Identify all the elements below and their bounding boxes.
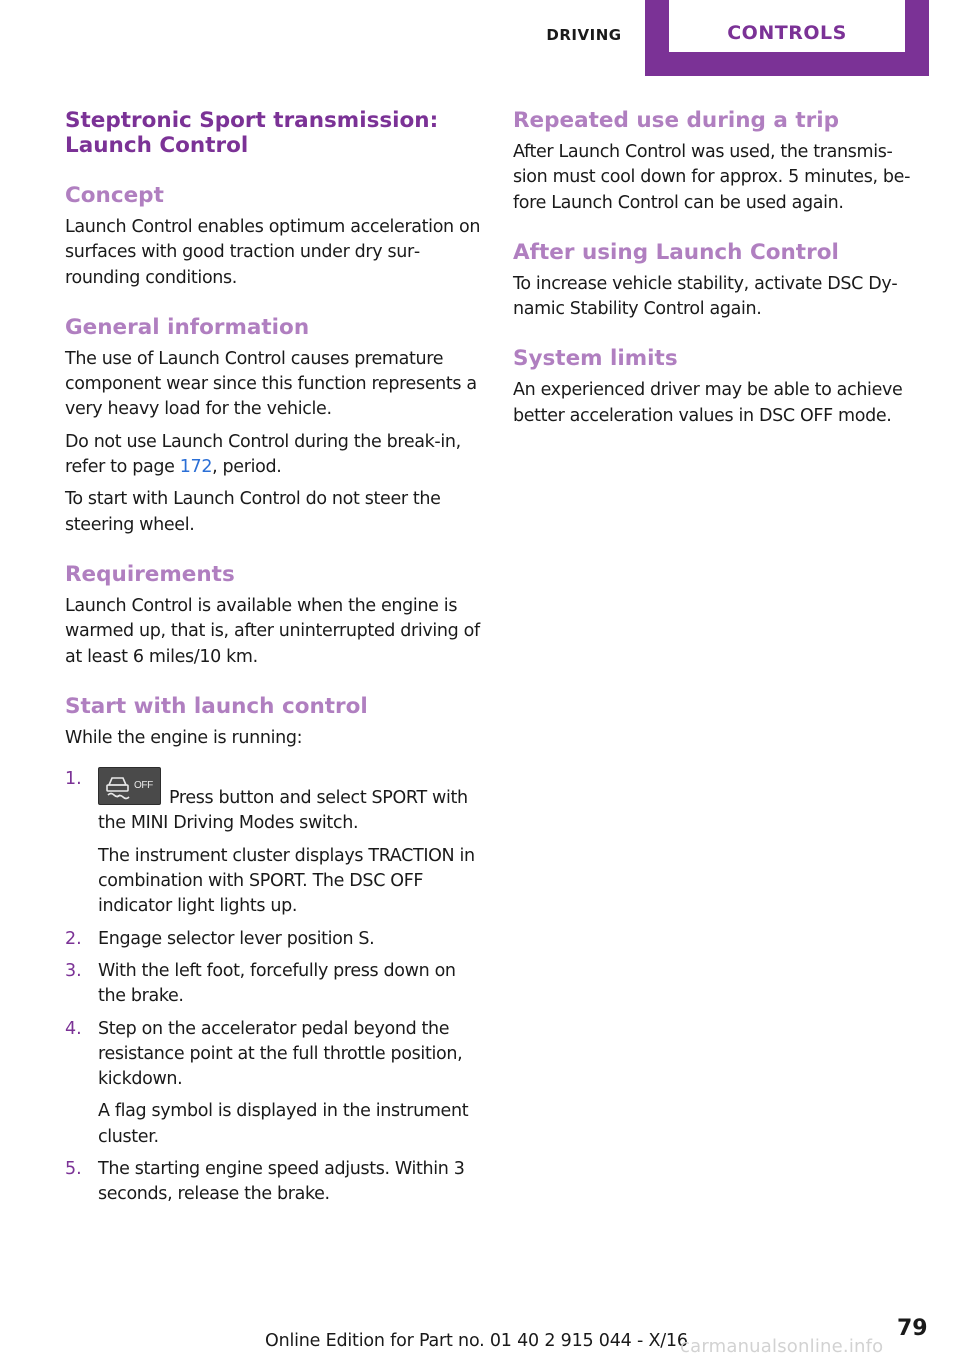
page-172-link[interactable]: 172 xyxy=(179,457,213,478)
repeated-use-text: After Launch Control was used, the transmis‐ sion must cool down for approx. 5 minutes, be‐ fore Launch Control can be used again. xyxy=(513,142,911,213)
header-chapter-label: CONTROLS xyxy=(727,22,847,44)
start-intro-text: While the engine is running: xyxy=(65,727,303,748)
header-chapter-tab-inner xyxy=(669,0,905,52)
requirements-text: Launch Control is available when the engine is warmed up, that is, after uninterrupted driving of at least 6 miles/10 km. xyxy=(65,595,480,667)
system-limits-text: An experienced driver may be able to achieve better acceleration values in DSC OFF mode. xyxy=(513,380,903,426)
list-item xyxy=(65,1017,481,1150)
break-in-text-after: , period. xyxy=(212,457,282,478)
system-limits-heading: System limits xyxy=(513,346,678,372)
step-number: 1. xyxy=(65,769,82,790)
after-using-heading: After using Launch Control xyxy=(513,239,839,265)
step-4-subtext: A flag symbol is displayed in the instrument cluster. xyxy=(98,1101,469,1147)
header-chapter-tab xyxy=(645,0,929,76)
list-item xyxy=(65,767,481,919)
right-column xyxy=(513,108,929,429)
header-section-label: DRIVING xyxy=(546,26,622,44)
dsc-off-button-icon xyxy=(98,767,161,805)
requirements-heading: Requirements xyxy=(65,561,235,587)
general-information-heading: General information xyxy=(65,314,310,340)
general-information-p1: The use of Launch Control causes premature component wear since this function represents a very heavy load for the vehicle. xyxy=(65,348,477,420)
step-number: 5. xyxy=(65,1159,82,1180)
concept-text: Launch Control enables optimum acceleration on surfaces with good traction under dry sur‐ rounding conditions. xyxy=(65,217,481,288)
launch-steps-list xyxy=(65,767,481,1207)
page-title: Steptronic Sport transmission: Launch Control xyxy=(65,108,439,158)
start-launch-control-heading: Start with launch control xyxy=(65,693,368,719)
step-1-text-line xyxy=(98,767,481,837)
step-3-text: With the left foot, forcefully press down on the brake. xyxy=(98,960,456,1007)
step-4-text: Step on the accelerator pedal beyond the resistance point at the full throttle position, kickdown. xyxy=(98,1018,463,1090)
general-information-p3: To start with Launch Control do not steer the steering wheel. xyxy=(65,489,441,535)
step-number: 2. xyxy=(65,928,82,949)
break-in-text-before: Do not use Launch Control during the break-in, refer to page xyxy=(65,431,461,478)
general-information-p2 xyxy=(65,430,481,481)
list-item xyxy=(65,959,481,1010)
step-1-subtext: The instrument cluster displays TRACTION in combination with SPORT. The DSC OFF indicator light lights up. xyxy=(98,845,475,917)
list-item xyxy=(65,927,481,952)
step-number: 4. xyxy=(65,1018,82,1039)
svg-text:OFF: OFF xyxy=(134,780,153,792)
left-column xyxy=(65,108,481,1208)
watermark-text: carmanualsonline.info xyxy=(680,1336,884,1357)
list-item xyxy=(65,1157,481,1208)
page-number: 79 xyxy=(897,1316,928,1341)
concept-heading: Concept xyxy=(65,183,164,208)
after-using-text: To increase vehicle stability, activate DSC Dy‐ namic Stability Control again. xyxy=(513,273,898,320)
step-5-text: The starting engine speed adjusts. Within 3 seconds, release the brake. xyxy=(98,1159,465,1205)
step-number: 3. xyxy=(65,960,82,981)
step-1-text: Press button and select SPORT with the MINI Driving Modes switch. xyxy=(98,788,468,834)
footer-edition-text: Online Edition for Part no. 01 40 2 915 044 - X/16 xyxy=(265,1331,688,1351)
step-2-text: Engage selector lever position S. xyxy=(98,928,375,949)
repeated-use-heading: Repeated use during a trip xyxy=(513,108,840,133)
